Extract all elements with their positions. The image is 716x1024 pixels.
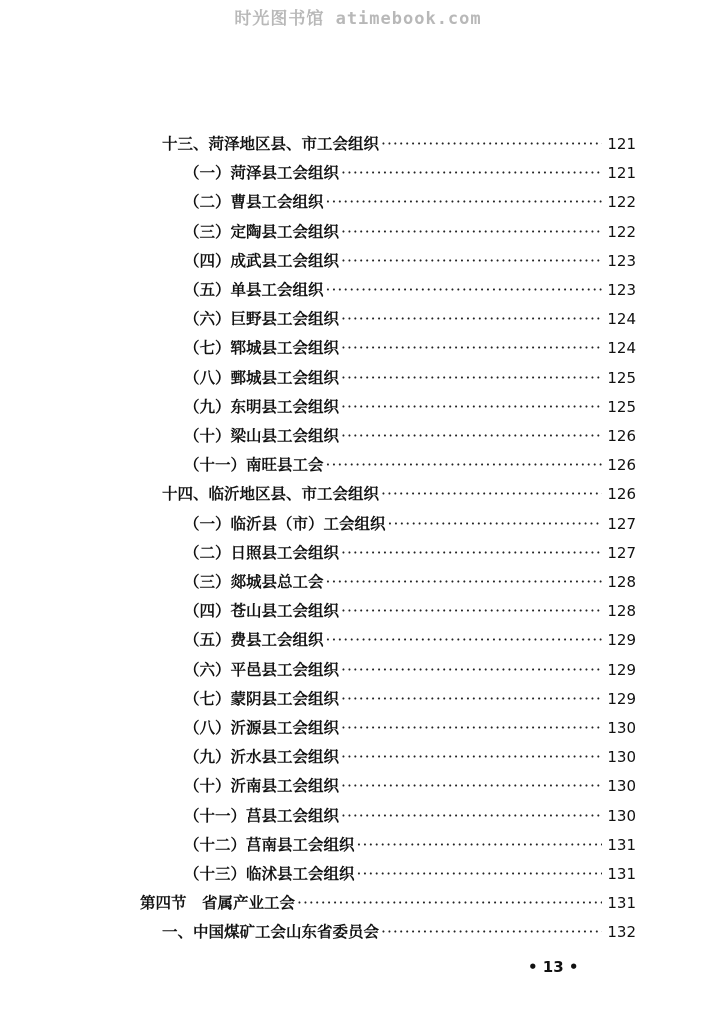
dot-leader	[341, 393, 602, 421]
dot-leader	[357, 831, 602, 859]
toc-entry	[184, 276, 636, 304]
toc-entry-page: 126	[607, 427, 636, 445]
toc-entry-title: 第四节 省属产业工会	[140, 893, 296, 913]
page-number: • 13 •	[528, 958, 579, 976]
toc-entry-title: （九）沂水县工会组织	[184, 747, 340, 767]
toc-entry-page: 121	[607, 135, 636, 153]
dot-leader	[341, 422, 602, 450]
toc-entry-title: （一）临沂县（市）工会组织	[184, 513, 386, 533]
toc-entry-title: （四）成武县工会组织	[184, 250, 340, 270]
dot-leader	[341, 802, 602, 830]
toc-entry-title: （六）巨野县工会组织	[184, 309, 340, 329]
toc-entry	[184, 772, 636, 800]
toc-entry-title: （十一）莒县工会组织	[184, 805, 340, 825]
toc-entry	[184, 305, 636, 333]
dot-leader	[341, 743, 602, 771]
toc-entry-page: 126	[607, 456, 636, 475]
toc-entry	[184, 159, 636, 187]
toc-entry-page: 130	[607, 806, 636, 825]
toc-entry	[162, 918, 636, 946]
toc-entry	[140, 889, 636, 917]
dot-leader	[341, 539, 602, 567]
toc-entry-page: 130	[607, 777, 636, 796]
toc-entry-page: 130	[607, 748, 636, 767]
toc-entry-title: 十四、临沂地区县、市工会组织	[162, 484, 380, 504]
dot-leader	[297, 889, 602, 917]
toc-entry	[184, 568, 636, 596]
toc-entry-page: 131	[607, 894, 636, 913]
toc-entry-title: （二）日照县工会组织	[184, 542, 340, 562]
toc-entry-title: （七）郓城县工会组织	[184, 338, 340, 358]
dot-leader	[326, 626, 602, 654]
toc-entry-title: （八）鄄城县工会组织	[184, 367, 340, 387]
toc-entry	[184, 422, 636, 450]
toc-entry-page: 122	[607, 193, 636, 212]
toc-entry-title: （九）东明县工会组织	[184, 396, 340, 416]
dot-leader	[381, 130, 602, 158]
toc-entry-title: （十）沂南县工会组织	[184, 776, 340, 796]
toc-entry-title: （十）梁山县工会组织	[184, 426, 340, 445]
dot-leader	[341, 159, 602, 187]
toc-entry-page: 123	[607, 281, 636, 299]
toc-entry-title: （二）曹县工会组织	[184, 192, 324, 212]
toc-entry-title: （五）费县工会组织	[184, 630, 324, 650]
toc-entry	[184, 656, 636, 684]
toc-entry-page: 125	[607, 368, 636, 387]
toc-entry-page: 127	[607, 514, 636, 533]
dot-leader	[341, 364, 602, 392]
dot-leader	[341, 685, 602, 713]
dot-leader	[341, 305, 602, 333]
toc-entry-title: 一、中国煤矿工会山东省委员会	[162, 922, 380, 942]
dot-leader	[341, 247, 602, 275]
dot-leader	[326, 451, 602, 479]
toc-entry	[184, 188, 636, 216]
toc-entry	[162, 130, 636, 158]
toc-entry	[184, 743, 636, 771]
toc-entry	[184, 451, 636, 479]
toc-entry-title: 十三、菏泽地区县、市工会组织	[162, 134, 380, 153]
toc-entry-page: 132	[607, 923, 636, 942]
toc-entry	[184, 218, 636, 246]
toc-entry	[184, 364, 636, 392]
toc-entry	[184, 802, 636, 830]
dot-leader	[357, 860, 602, 888]
dot-leader	[326, 188, 602, 216]
toc-entry-page: 128	[607, 573, 636, 591]
toc-entry	[184, 685, 636, 713]
dot-leader	[381, 480, 602, 508]
toc-entry-title: （八）沂源县工会组织	[184, 718, 340, 737]
toc-entry-title: （一）菏泽县工会组织	[184, 163, 340, 183]
dot-leader	[341, 714, 602, 742]
toc-entry-title: （十三）临沭县工会组织	[184, 864, 355, 883]
toc-entry-page: 124	[607, 310, 636, 329]
toc-entry	[184, 597, 636, 625]
dot-leader	[388, 510, 602, 538]
toc-entry	[184, 626, 636, 654]
toc-entry-page: 130	[607, 719, 636, 737]
dot-leader	[341, 597, 602, 625]
toc-entry	[184, 714, 636, 742]
toc-entry-page: 125	[607, 397, 636, 416]
toc-entry	[184, 393, 636, 421]
dot-leader	[326, 568, 602, 596]
toc-entry	[184, 247, 636, 275]
toc-entry-page: 127	[607, 543, 636, 562]
toc-entry-title: （三）定陶县工会组织	[184, 221, 340, 241]
toc-entry-page: 131	[607, 865, 636, 883]
toc-entry-page: 124	[607, 339, 636, 358]
toc-entry-page: 129	[607, 631, 636, 650]
toc-entry-title: （五）单县工会组织	[184, 280, 324, 299]
dot-leader	[381, 918, 602, 946]
dot-leader	[341, 772, 602, 800]
toc-entry-page: 121	[607, 164, 636, 183]
toc-entry-page: 122	[607, 222, 636, 241]
toc-entry-title: （十二）莒南县工会组织	[184, 834, 355, 854]
toc-entry-title: （四）苍山县工会组织	[184, 601, 340, 621]
toc-entry	[184, 831, 636, 859]
dot-leader	[341, 334, 602, 362]
toc-entry	[184, 860, 636, 888]
toc-entry-title: （七）蒙阴县工会组织	[184, 688, 340, 708]
toc-entry-page: 126	[607, 485, 636, 504]
toc-entry-title: （三）郯城县总工会	[184, 572, 324, 591]
toc-entry	[184, 510, 636, 538]
toc-entry-page: 123	[607, 251, 636, 270]
toc-entry-page: 131	[607, 835, 636, 854]
dot-leader	[341, 656, 602, 684]
toc-entry	[184, 539, 636, 567]
watermark: 时光图书馆 atimebook.com	[234, 9, 482, 29]
toc-entry	[184, 334, 636, 362]
toc-entry	[162, 480, 636, 508]
toc-entry-title: （十一）南旺县工会	[184, 455, 324, 475]
toc-entry-title: （六）平邑县工会组织	[184, 659, 340, 679]
toc-entry-page: 129	[607, 689, 636, 708]
dot-leader	[326, 276, 602, 304]
toc-entry-page: 129	[607, 660, 636, 679]
dot-leader	[341, 218, 602, 246]
toc-entry-page: 128	[607, 602, 636, 621]
